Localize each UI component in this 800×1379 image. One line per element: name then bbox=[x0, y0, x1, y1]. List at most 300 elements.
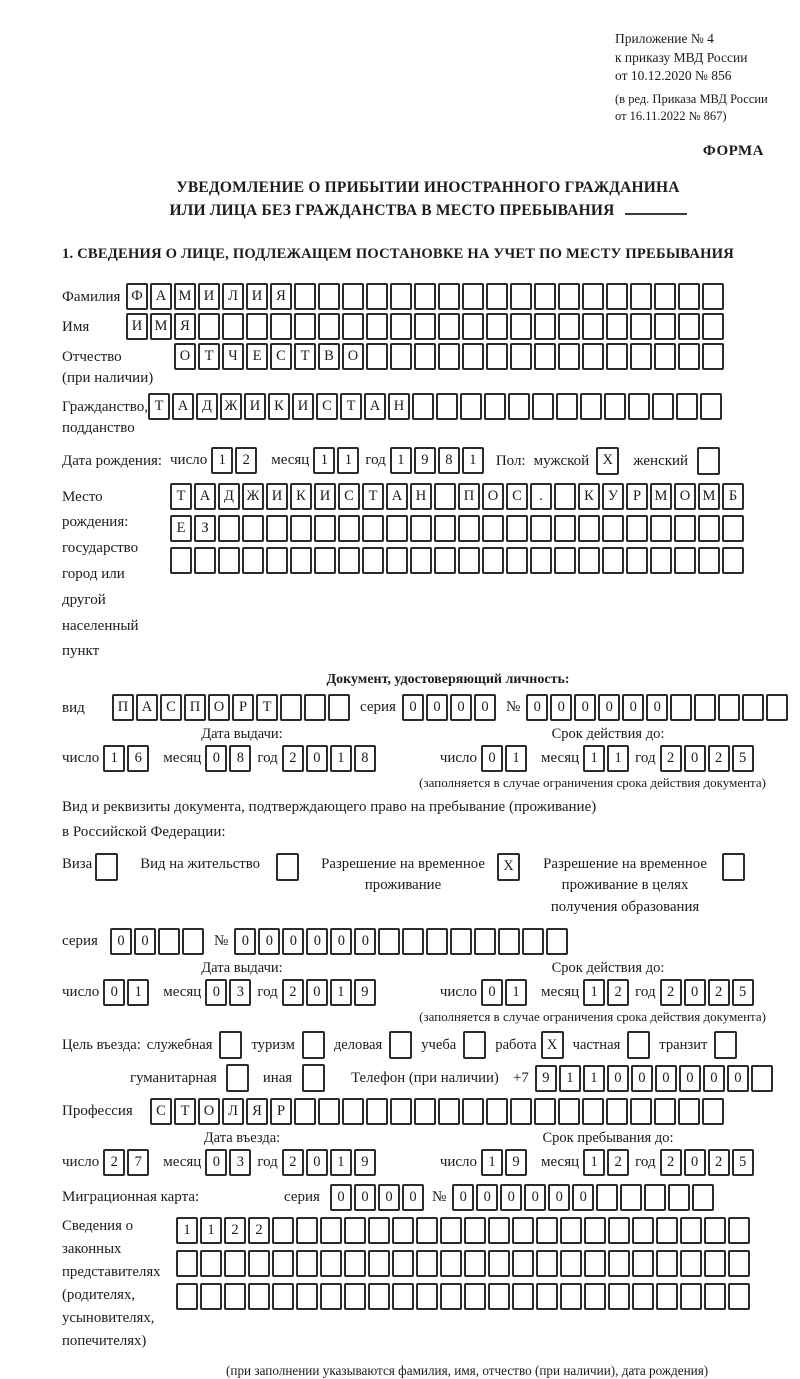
char-box[interactable] bbox=[560, 1217, 582, 1244]
char-box[interactable] bbox=[434, 515, 456, 542]
char-box[interactable] bbox=[158, 928, 180, 955]
char-box[interactable] bbox=[704, 1217, 726, 1244]
char-box[interactable] bbox=[608, 1217, 630, 1244]
char-box[interactable]: 6 bbox=[127, 745, 149, 772]
char-box[interactable] bbox=[582, 283, 604, 310]
char-box[interactable]: 1 bbox=[176, 1217, 198, 1244]
char-box[interactable]: 3 bbox=[229, 1149, 251, 1176]
char-box[interactable]: 0 bbox=[500, 1184, 522, 1211]
char-box[interactable]: А bbox=[150, 283, 172, 310]
char-box[interactable]: 1 bbox=[313, 447, 335, 474]
char-box[interactable]: 0 bbox=[354, 928, 376, 955]
char-box[interactable]: У bbox=[602, 483, 624, 510]
char-box[interactable] bbox=[484, 393, 506, 420]
char-box[interactable] bbox=[434, 483, 456, 510]
char-box[interactable] bbox=[558, 343, 580, 370]
char-box[interactable]: 0 bbox=[474, 694, 496, 721]
char-box[interactable]: 0 bbox=[574, 694, 596, 721]
purpose-checkbox[interactable] bbox=[302, 1031, 325, 1059]
char-box[interactable]: И bbox=[314, 483, 336, 510]
char-box[interactable] bbox=[296, 1217, 318, 1244]
char-box[interactable]: 0 bbox=[205, 1149, 227, 1176]
char-box[interactable]: Т bbox=[256, 694, 278, 721]
char-box[interactable]: 2 bbox=[660, 1149, 682, 1176]
char-box[interactable] bbox=[554, 547, 576, 574]
char-box[interactable] bbox=[674, 547, 696, 574]
char-box[interactable]: О bbox=[208, 694, 230, 721]
char-box[interactable]: С bbox=[270, 343, 292, 370]
char-box[interactable] bbox=[722, 547, 744, 574]
char-box[interactable] bbox=[392, 1217, 414, 1244]
char-box[interactable] bbox=[318, 313, 340, 340]
char-box[interactable] bbox=[558, 313, 580, 340]
char-box[interactable] bbox=[534, 283, 556, 310]
char-box[interactable]: Н bbox=[410, 483, 432, 510]
char-box[interactable] bbox=[722, 515, 744, 542]
char-box[interactable] bbox=[630, 343, 652, 370]
char-box[interactable]: 5 bbox=[732, 745, 754, 772]
title-blank-underline[interactable] bbox=[625, 201, 687, 215]
char-box[interactable] bbox=[410, 547, 432, 574]
char-box[interactable] bbox=[668, 1184, 690, 1211]
char-box[interactable]: 0 bbox=[481, 979, 503, 1006]
char-box[interactable]: 0 bbox=[598, 694, 620, 721]
char-box[interactable] bbox=[751, 1065, 773, 1092]
char-box[interactable] bbox=[450, 928, 472, 955]
char-box[interactable] bbox=[654, 343, 676, 370]
char-box[interactable]: 0 bbox=[607, 1065, 629, 1092]
char-box[interactable] bbox=[200, 1283, 222, 1310]
purpose-checkbox[interactable] bbox=[219, 1031, 242, 1059]
char-box[interactable] bbox=[296, 1283, 318, 1310]
residence-permit-checkbox[interactable] bbox=[276, 853, 299, 881]
char-box[interactable] bbox=[678, 283, 700, 310]
char-box[interactable]: Т bbox=[340, 393, 362, 420]
char-box[interactable]: О bbox=[174, 343, 196, 370]
char-box[interactable]: Т bbox=[362, 483, 384, 510]
char-box[interactable] bbox=[342, 313, 364, 340]
char-box[interactable]: И bbox=[198, 283, 220, 310]
char-box[interactable] bbox=[218, 515, 240, 542]
purpose-checkbox[interactable] bbox=[627, 1031, 650, 1059]
char-box[interactable] bbox=[416, 1217, 438, 1244]
char-box[interactable] bbox=[678, 1098, 700, 1125]
char-box[interactable]: 1 bbox=[330, 1149, 352, 1176]
char-box[interactable] bbox=[464, 1250, 486, 1277]
char-box[interactable]: 2 bbox=[224, 1217, 246, 1244]
char-box[interactable]: 9 bbox=[354, 1149, 376, 1176]
char-box[interactable] bbox=[702, 343, 724, 370]
char-box[interactable]: 2 bbox=[282, 979, 304, 1006]
char-box[interactable] bbox=[440, 1283, 462, 1310]
char-box[interactable]: 7 bbox=[127, 1149, 149, 1176]
char-box[interactable]: 0 bbox=[646, 694, 668, 721]
char-box[interactable] bbox=[266, 547, 288, 574]
char-box[interactable] bbox=[698, 515, 720, 542]
char-box[interactable] bbox=[652, 393, 674, 420]
char-box[interactable]: 1 bbox=[462, 447, 484, 474]
char-box[interactable] bbox=[700, 393, 722, 420]
char-box[interactable]: 5 bbox=[732, 1149, 754, 1176]
char-box[interactable] bbox=[656, 1217, 678, 1244]
char-box[interactable] bbox=[728, 1250, 750, 1277]
char-box[interactable] bbox=[536, 1217, 558, 1244]
char-box[interactable] bbox=[506, 547, 528, 574]
char-box[interactable]: 0 bbox=[330, 928, 352, 955]
char-box[interactable]: Н bbox=[388, 393, 410, 420]
char-box[interactable]: И bbox=[266, 483, 288, 510]
char-box[interactable] bbox=[416, 1283, 438, 1310]
char-box[interactable] bbox=[386, 547, 408, 574]
char-box[interactable] bbox=[692, 1184, 714, 1211]
char-box[interactable] bbox=[272, 1250, 294, 1277]
char-box[interactable]: 9 bbox=[535, 1065, 557, 1092]
char-box[interactable] bbox=[320, 1250, 342, 1277]
char-box[interactable]: 0 bbox=[402, 1184, 424, 1211]
char-box[interactable]: П bbox=[112, 694, 134, 721]
char-box[interactable] bbox=[368, 1283, 390, 1310]
char-box[interactable]: Т bbox=[170, 483, 192, 510]
char-box[interactable] bbox=[558, 1098, 580, 1125]
char-box[interactable]: П bbox=[458, 483, 480, 510]
char-box[interactable] bbox=[674, 515, 696, 542]
char-box[interactable] bbox=[290, 515, 312, 542]
char-box[interactable]: А bbox=[136, 694, 158, 721]
char-box[interactable] bbox=[182, 928, 204, 955]
char-box[interactable] bbox=[554, 483, 576, 510]
char-box[interactable] bbox=[508, 393, 530, 420]
char-box[interactable]: А bbox=[194, 483, 216, 510]
char-box[interactable]: 9 bbox=[354, 979, 376, 1006]
sex-female-checkbox[interactable] bbox=[697, 447, 720, 475]
char-box[interactable]: 0 bbox=[727, 1065, 749, 1092]
char-box[interactable]: 1 bbox=[337, 447, 359, 474]
char-box[interactable]: 2 bbox=[282, 1149, 304, 1176]
char-box[interactable] bbox=[582, 1098, 604, 1125]
char-box[interactable]: 2 bbox=[248, 1217, 270, 1244]
purpose-checkbox[interactable] bbox=[302, 1064, 325, 1092]
purpose-checkbox[interactable] bbox=[389, 1031, 412, 1059]
char-box[interactable] bbox=[534, 313, 556, 340]
temp-residence-checkbox[interactable]: X bbox=[497, 853, 520, 881]
char-box[interactable]: 0 bbox=[655, 1065, 677, 1092]
char-box[interactable] bbox=[678, 343, 700, 370]
char-box[interactable]: 0 bbox=[306, 745, 328, 772]
char-box[interactable]: 2 bbox=[235, 447, 257, 474]
char-box[interactable]: 2 bbox=[708, 1149, 730, 1176]
char-box[interactable]: 1 bbox=[583, 1149, 605, 1176]
char-box[interactable]: 1 bbox=[211, 447, 233, 474]
char-box[interactable]: Т bbox=[198, 343, 220, 370]
char-box[interactable] bbox=[506, 515, 528, 542]
char-box[interactable] bbox=[486, 313, 508, 340]
visa-checkbox[interactable] bbox=[95, 853, 118, 881]
purpose-checkbox[interactable] bbox=[714, 1031, 737, 1059]
char-box[interactable] bbox=[294, 313, 316, 340]
char-box[interactable] bbox=[464, 1283, 486, 1310]
char-box[interactable] bbox=[510, 343, 532, 370]
char-box[interactable] bbox=[414, 1098, 436, 1125]
char-box[interactable] bbox=[246, 313, 268, 340]
char-box[interactable] bbox=[512, 1283, 534, 1310]
char-box[interactable]: 1 bbox=[200, 1217, 222, 1244]
char-box[interactable]: 0 bbox=[481, 745, 503, 772]
char-box[interactable] bbox=[702, 313, 724, 340]
char-box[interactable]: 1 bbox=[390, 447, 412, 474]
char-box[interactable] bbox=[176, 1250, 198, 1277]
char-box[interactable] bbox=[270, 313, 292, 340]
char-box[interactable]: 0 bbox=[378, 1184, 400, 1211]
char-box[interactable] bbox=[248, 1283, 270, 1310]
char-box[interactable] bbox=[530, 547, 552, 574]
char-box[interactable] bbox=[632, 1217, 654, 1244]
char-box[interactable]: 0 bbox=[452, 1184, 474, 1211]
char-box[interactable] bbox=[678, 313, 700, 340]
char-box[interactable]: С bbox=[506, 483, 528, 510]
temp-residence-edu-checkbox[interactable] bbox=[722, 853, 745, 881]
char-box[interactable] bbox=[608, 1250, 630, 1277]
char-box[interactable]: 0 bbox=[426, 694, 448, 721]
char-box[interactable]: 2 bbox=[282, 745, 304, 772]
purpose-checkbox[interactable] bbox=[463, 1031, 486, 1059]
char-box[interactable] bbox=[650, 547, 672, 574]
char-box[interactable]: 0 bbox=[703, 1065, 725, 1092]
char-box[interactable]: 1 bbox=[559, 1065, 581, 1092]
char-box[interactable] bbox=[342, 283, 364, 310]
char-box[interactable] bbox=[474, 928, 496, 955]
char-box[interactable] bbox=[702, 1098, 724, 1125]
char-box[interactable] bbox=[650, 515, 672, 542]
char-box[interactable] bbox=[608, 1283, 630, 1310]
char-box[interactable] bbox=[414, 343, 436, 370]
char-box[interactable]: 0 bbox=[631, 1065, 653, 1092]
char-box[interactable] bbox=[510, 283, 532, 310]
char-box[interactable]: 0 bbox=[258, 928, 280, 955]
char-box[interactable]: С bbox=[150, 1098, 172, 1125]
char-box[interactable]: О bbox=[482, 483, 504, 510]
char-box[interactable] bbox=[200, 1250, 222, 1277]
char-box[interactable] bbox=[320, 1217, 342, 1244]
char-box[interactable] bbox=[266, 515, 288, 542]
char-box[interactable] bbox=[194, 547, 216, 574]
char-box[interactable]: К bbox=[268, 393, 290, 420]
char-box[interactable]: 2 bbox=[708, 745, 730, 772]
char-box[interactable] bbox=[438, 283, 460, 310]
char-box[interactable]: Л bbox=[222, 1098, 244, 1125]
char-box[interactable] bbox=[426, 928, 448, 955]
char-box[interactable]: 1 bbox=[330, 745, 352, 772]
char-box[interactable] bbox=[410, 515, 432, 542]
char-box[interactable]: Я bbox=[174, 313, 196, 340]
char-box[interactable] bbox=[656, 1250, 678, 1277]
char-box[interactable] bbox=[412, 393, 434, 420]
char-box[interactable]: 1 bbox=[505, 745, 527, 772]
char-box[interactable] bbox=[436, 393, 458, 420]
char-box[interactable]: . bbox=[530, 483, 552, 510]
char-box[interactable] bbox=[728, 1283, 750, 1310]
char-box[interactable]: С bbox=[338, 483, 360, 510]
char-box[interactable]: 0 bbox=[103, 979, 125, 1006]
char-box[interactable]: И bbox=[126, 313, 148, 340]
char-box[interactable]: 1 bbox=[330, 979, 352, 1006]
char-box[interactable]: С bbox=[316, 393, 338, 420]
char-box[interactable] bbox=[344, 1283, 366, 1310]
char-box[interactable]: И bbox=[246, 283, 268, 310]
char-box[interactable]: М bbox=[650, 483, 672, 510]
char-box[interactable] bbox=[272, 1217, 294, 1244]
char-box[interactable] bbox=[338, 515, 360, 542]
char-box[interactable]: 0 bbox=[550, 694, 572, 721]
char-box[interactable] bbox=[368, 1250, 390, 1277]
char-box[interactable]: Ф bbox=[126, 283, 148, 310]
char-box[interactable] bbox=[390, 343, 412, 370]
char-box[interactable] bbox=[670, 694, 692, 721]
char-box[interactable] bbox=[294, 1098, 316, 1125]
char-box[interactable] bbox=[460, 393, 482, 420]
char-box[interactable]: К bbox=[578, 483, 600, 510]
char-box[interactable] bbox=[766, 694, 788, 721]
char-box[interactable] bbox=[280, 694, 302, 721]
char-box[interactable]: 0 bbox=[354, 1184, 376, 1211]
char-box[interactable] bbox=[458, 547, 480, 574]
char-box[interactable] bbox=[604, 393, 626, 420]
char-box[interactable]: 0 bbox=[306, 1149, 328, 1176]
char-box[interactable]: Д bbox=[196, 393, 218, 420]
char-box[interactable]: 9 bbox=[505, 1149, 527, 1176]
char-box[interactable]: 1 bbox=[505, 979, 527, 1006]
char-box[interactable]: 0 bbox=[572, 1184, 594, 1211]
char-box[interactable]: О bbox=[198, 1098, 220, 1125]
char-box[interactable] bbox=[536, 1250, 558, 1277]
char-box[interactable]: 0 bbox=[330, 1184, 352, 1211]
char-box[interactable] bbox=[512, 1217, 534, 1244]
char-box[interactable] bbox=[532, 393, 554, 420]
char-box[interactable] bbox=[630, 313, 652, 340]
char-box[interactable]: С bbox=[160, 694, 182, 721]
char-box[interactable]: 0 bbox=[205, 979, 227, 1006]
char-box[interactable] bbox=[606, 1098, 628, 1125]
char-box[interactable]: Е bbox=[246, 343, 268, 370]
char-box[interactable]: Т bbox=[294, 343, 316, 370]
char-box[interactable] bbox=[392, 1250, 414, 1277]
char-box[interactable] bbox=[488, 1283, 510, 1310]
sex-male-checkbox[interactable]: X bbox=[596, 447, 619, 475]
char-box[interactable] bbox=[482, 547, 504, 574]
char-box[interactable]: Я bbox=[270, 283, 292, 310]
char-box[interactable]: М bbox=[150, 313, 172, 340]
char-box[interactable] bbox=[510, 313, 532, 340]
char-box[interactable] bbox=[558, 283, 580, 310]
char-box[interactable] bbox=[512, 1250, 534, 1277]
char-box[interactable]: 8 bbox=[229, 745, 251, 772]
char-box[interactable]: И bbox=[244, 393, 266, 420]
char-box[interactable] bbox=[458, 515, 480, 542]
char-box[interactable]: А bbox=[364, 393, 386, 420]
char-box[interactable]: 1 bbox=[583, 1065, 605, 1092]
char-box[interactable] bbox=[620, 1184, 642, 1211]
char-box[interactable] bbox=[606, 283, 628, 310]
char-box[interactable] bbox=[318, 1098, 340, 1125]
char-box[interactable] bbox=[602, 515, 624, 542]
char-box[interactable]: 0 bbox=[526, 694, 548, 721]
char-box[interactable] bbox=[536, 1283, 558, 1310]
char-box[interactable] bbox=[718, 694, 740, 721]
char-box[interactable] bbox=[366, 1098, 388, 1125]
char-box[interactable] bbox=[222, 313, 244, 340]
char-box[interactable] bbox=[644, 1184, 666, 1211]
char-box[interactable] bbox=[242, 547, 264, 574]
char-box[interactable] bbox=[582, 343, 604, 370]
char-box[interactable] bbox=[488, 1250, 510, 1277]
char-box[interactable] bbox=[546, 928, 568, 955]
char-box[interactable] bbox=[626, 515, 648, 542]
char-box[interactable] bbox=[630, 1098, 652, 1125]
char-box[interactable]: 0 bbox=[684, 745, 706, 772]
char-box[interactable]: 1 bbox=[607, 745, 629, 772]
char-box[interactable]: Т bbox=[148, 393, 170, 420]
char-box[interactable] bbox=[248, 1250, 270, 1277]
char-box[interactable] bbox=[314, 547, 336, 574]
char-box[interactable] bbox=[482, 515, 504, 542]
char-box[interactable] bbox=[584, 1283, 606, 1310]
char-box[interactable]: 0 bbox=[684, 979, 706, 1006]
char-box[interactable]: 5 bbox=[732, 979, 754, 1006]
char-box[interactable] bbox=[522, 928, 544, 955]
char-box[interactable]: 8 bbox=[438, 447, 460, 474]
char-box[interactable] bbox=[416, 1250, 438, 1277]
char-box[interactable] bbox=[486, 283, 508, 310]
char-box[interactable] bbox=[438, 343, 460, 370]
char-box[interactable] bbox=[462, 343, 484, 370]
char-box[interactable]: 2 bbox=[660, 979, 682, 1006]
char-box[interactable]: 0 bbox=[306, 928, 328, 955]
char-box[interactable] bbox=[498, 928, 520, 955]
char-box[interactable] bbox=[366, 313, 388, 340]
char-box[interactable] bbox=[488, 1217, 510, 1244]
char-box[interactable] bbox=[414, 313, 436, 340]
char-box[interactable] bbox=[728, 1217, 750, 1244]
char-box[interactable] bbox=[362, 547, 384, 574]
char-box[interactable]: 2 bbox=[607, 1149, 629, 1176]
char-box[interactable] bbox=[602, 547, 624, 574]
char-box[interactable]: П bbox=[184, 694, 206, 721]
char-box[interactable]: 0 bbox=[234, 928, 256, 955]
char-box[interactable]: А bbox=[172, 393, 194, 420]
char-box[interactable] bbox=[272, 1283, 294, 1310]
char-box[interactable] bbox=[556, 393, 578, 420]
char-box[interactable] bbox=[632, 1283, 654, 1310]
char-box[interactable] bbox=[440, 1217, 462, 1244]
char-box[interactable]: 0 bbox=[622, 694, 644, 721]
char-box[interactable]: Л bbox=[222, 283, 244, 310]
char-box[interactable] bbox=[462, 313, 484, 340]
char-box[interactable] bbox=[534, 343, 556, 370]
char-box[interactable] bbox=[554, 515, 576, 542]
char-box[interactable] bbox=[176, 1283, 198, 1310]
char-box[interactable] bbox=[584, 1217, 606, 1244]
char-box[interactable]: Д bbox=[218, 483, 240, 510]
char-box[interactable] bbox=[414, 283, 436, 310]
char-box[interactable] bbox=[386, 515, 408, 542]
char-box[interactable] bbox=[390, 283, 412, 310]
char-box[interactable] bbox=[628, 393, 650, 420]
char-box[interactable] bbox=[534, 1098, 556, 1125]
char-box[interactable] bbox=[320, 1283, 342, 1310]
char-box[interactable]: Ч bbox=[222, 343, 244, 370]
purpose-checkbox[interactable]: X bbox=[541, 1031, 564, 1059]
char-box[interactable] bbox=[434, 547, 456, 574]
char-box[interactable] bbox=[368, 1217, 390, 1244]
